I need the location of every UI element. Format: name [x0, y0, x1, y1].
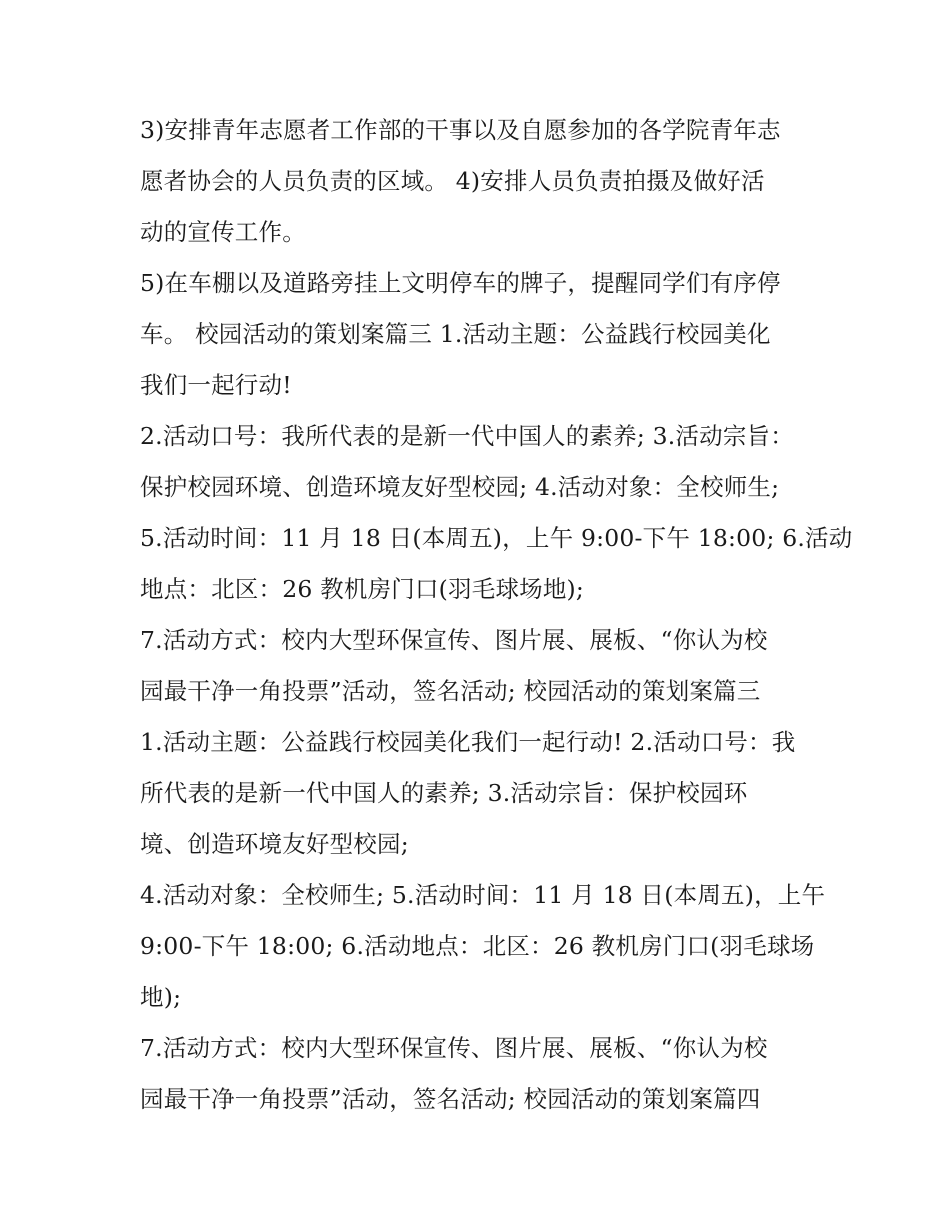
- text-line: 5)在车棚以及道路旁挂上文明停车的牌子，提醒同学们有序停: [140, 269, 781, 297]
- text-line: 7.活动方式：校内大型环保宣传、图片展、展板、“你认为校: [140, 626, 768, 654]
- text-line: 愿者协会的人员负责的区域。 4)安排人员负责拍摄及做好活: [140, 167, 765, 195]
- text-line: 园最干净一角投票”活动，签名活动; 校园活动的策划案篇四: [140, 1085, 761, 1113]
- text-line: 保护校园环境、创造环境友好型校园; 4.活动对象：全校师生;: [140, 473, 780, 501]
- text-line: 3)安排青年志愿者工作部的干事以及自愿参加的各学院青年志: [140, 116, 781, 144]
- text-line: 4.活动对象：全校师生; 5.活动时间：11 月 18 日(本周五)，上午: [140, 881, 826, 909]
- document-body: [140, 105, 853, 1125]
- text-line: 9:00-下午 18:00; 6.活动地点：北区：26 教机房门口(羽毛球场: [140, 932, 815, 960]
- text-line: 境、创造环境友好型校园;: [140, 830, 409, 858]
- text-line: 地点：北区：26 教机房门口(羽毛球场地);: [140, 575, 585, 603]
- text-line: 地);: [140, 983, 182, 1011]
- text-line: 1.活动主题：公益践行校园美化我们一起行动! 2.活动口号：我: [140, 728, 796, 756]
- text-line: 车。 校园活动的策划案篇三 1.活动主题：公益践行校园美化: [140, 320, 771, 348]
- text-line: 我们一起行动!: [140, 371, 292, 399]
- text-line: 园最干净一角投票”活动，签名活动; 校园活动的策划案篇三: [140, 677, 761, 705]
- text-line: 7.活动方式：校内大型环保宣传、图片展、展板、“你认为校: [140, 1034, 768, 1062]
- text-line: 5.活动时间：11 月 18 日(本周五)，上午 9:00-下午 18:00; 6.活动: [140, 524, 853, 552]
- text-line: 所代表的是新一代中国人的素养; 3.活动宗旨：保护校园环: [140, 779, 748, 807]
- text-line: 动的宣传工作。: [140, 218, 306, 246]
- text-line: 2.活动口号：我所代表的是新一代中国人的素养; 3.活动宗旨：: [140, 422, 794, 450]
